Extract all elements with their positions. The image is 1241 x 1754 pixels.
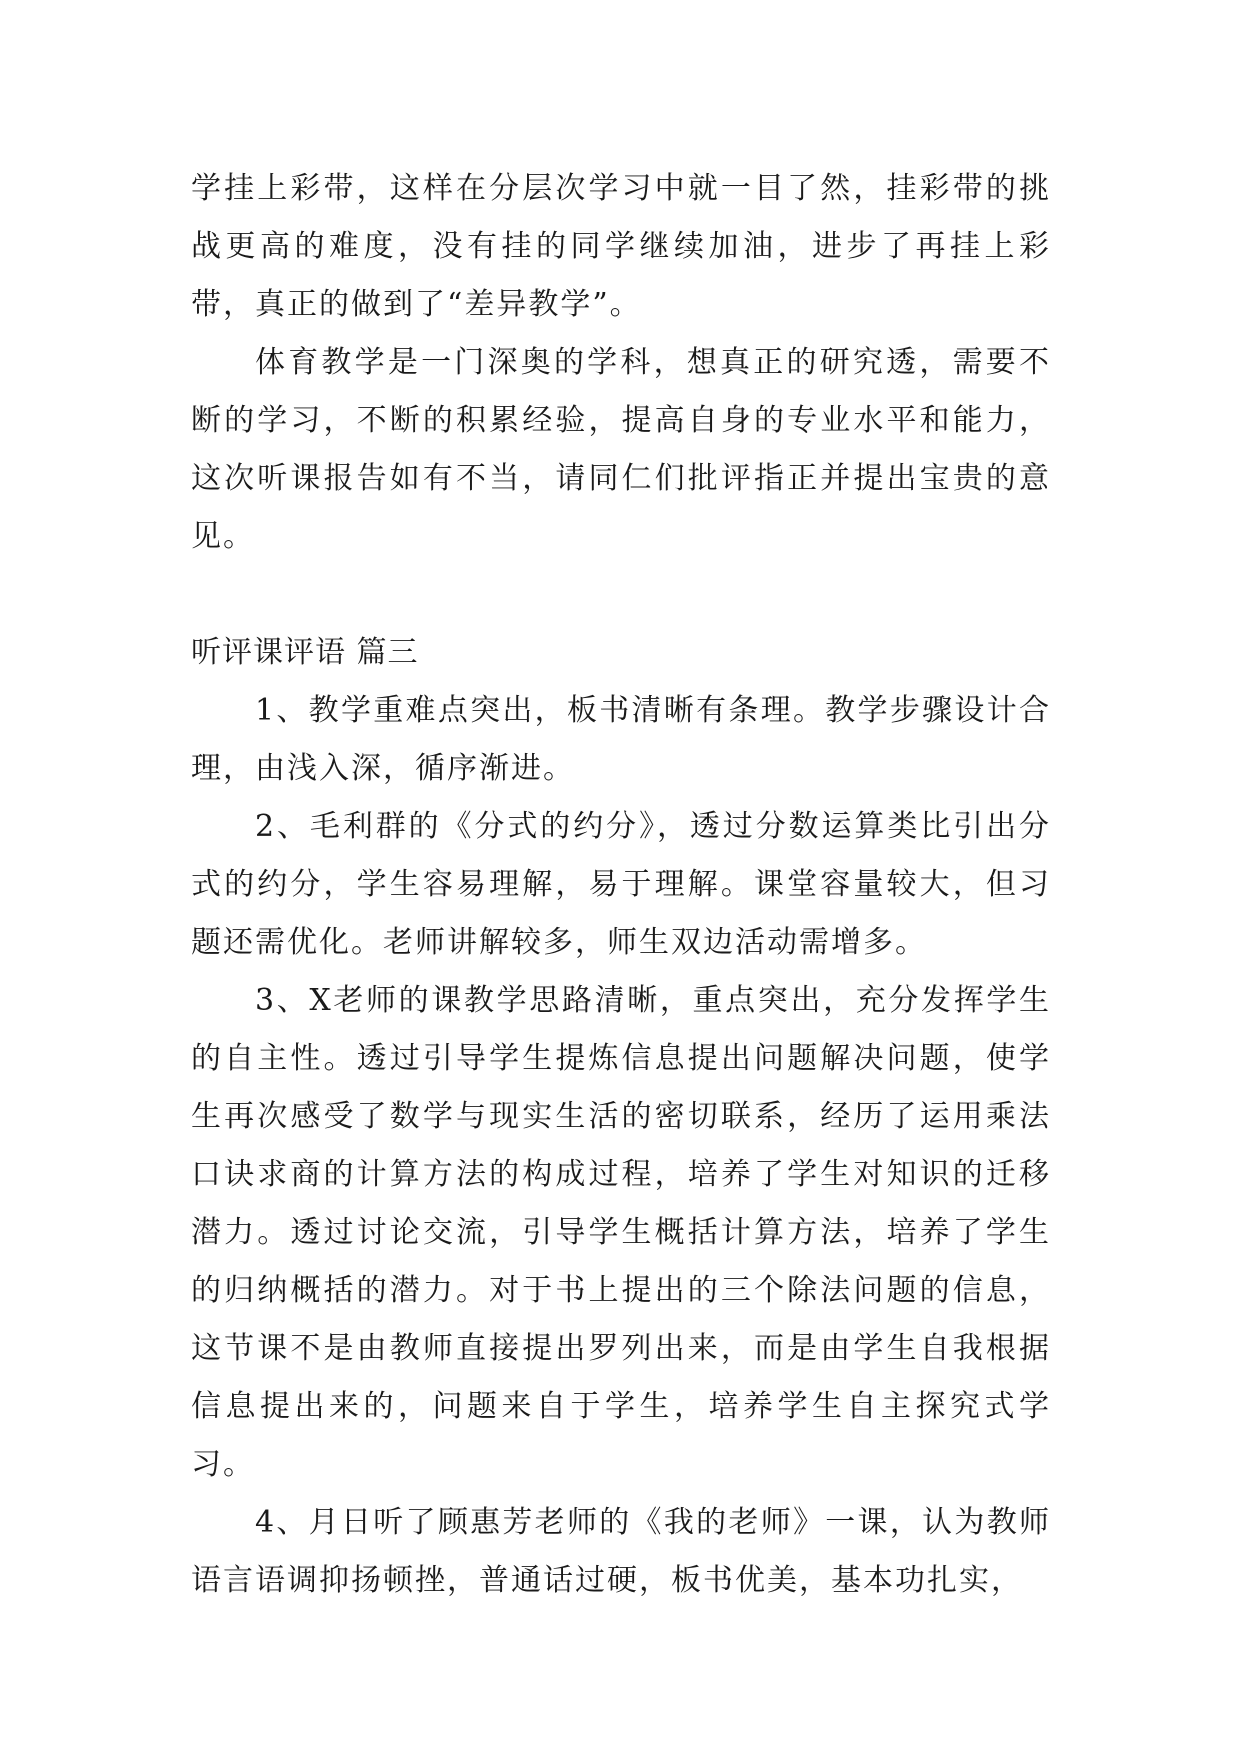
paragraph-continuation: 学挂上彩带，这样在分层次学习中就一目了然，挂彩带的挑战更高的难度，没有挂的同学继续加油，进步了再挂上彩带，真正的做到了“差异教学”。 (191, 171, 1051, 322)
paragraph-item-2: 2、毛利群的《分式的约分》，透过分数运算类比引出分式的约分，学生容易理解，易于理解。课堂容量较大，但习题还需优化。老师讲解较多，师生双边活动需增多。 (191, 809, 1051, 960)
document-body (191, 160, 1051, 1610)
paragraph-item-1: 1、教学重难点突出，板书清晰有条理。教学步骤设计合理，由浅入深，循序渐进。 (191, 693, 1051, 786)
paragraph-pe-teaching: 体育教学是一门深奥的学科，想真正的研究透，需要不断的学习，不断的积累经验，提高自身的专业水平和能力，这次听课报告如有不当，请同仁们批评指正并提出宝贵的意见。 (191, 345, 1051, 554)
paragraph-item-3: 3、X老师的课教学思路清晰，重点突出，充分发挥学生的自主性。透过引导学生提炼信息提出问题解决问题，使学生再次感受了数学与现实生活的密切联系，经历了运用乘法口诀求商的计算方法的构成过程，培养了学生对知识的迁移潜力。透过讨论交流，引导学生概括计算方法，培养了学生的归纳概括的潜力。对于书上提出的三个除法问题的信息，这节课不是由教师直接提出罗列出来，而是由学生自我根据信息提出来的，问题来自于学生，培养学生自主探究式学习。 (191, 983, 1051, 1482)
section-heading: 听评课评语 篇三 (191, 635, 419, 670)
paragraph-item-4: 4、月日听了顾惠芳老师的《我的老师》一课，认为教师语言语调抑扬顿挫，普通话过硬，板书优美，基本功扎实， (191, 1505, 1051, 1598)
